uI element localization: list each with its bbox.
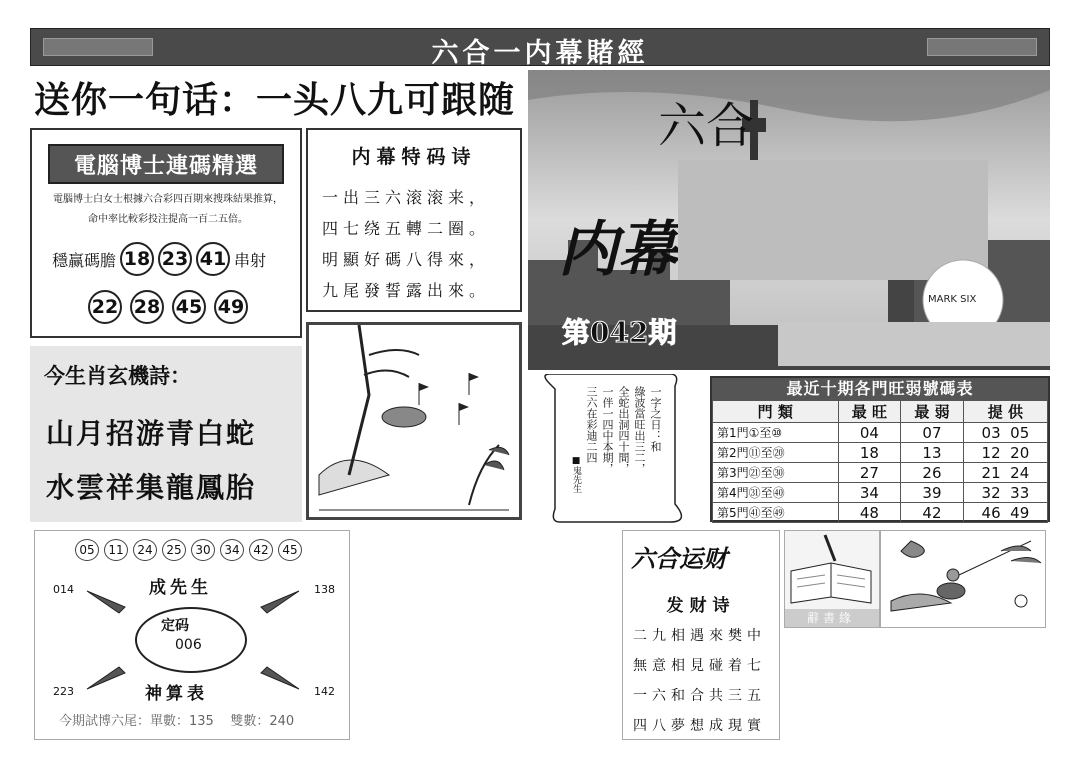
doctor-row2 bbox=[88, 290, 248, 324]
zodiac-poem-panel bbox=[30, 346, 302, 522]
wealth-title: 发财诗 bbox=[666, 596, 736, 616]
door-range: ㊶至㊾ bbox=[748, 506, 785, 520]
doctor-description: 電腦博士白女士根據六合彩四百期來搜珠結果推算，命中率比較彩投注提高一百二五倍。 bbox=[53, 194, 283, 225]
hot-cell: 34 bbox=[838, 483, 901, 503]
number-ball: 42 bbox=[249, 539, 273, 561]
city-skyline-image bbox=[528, 70, 1050, 370]
doctor-row1 bbox=[52, 242, 266, 276]
special-code-poem-panel bbox=[306, 128, 522, 312]
door-cell bbox=[713, 463, 839, 483]
zodiac-line: 山月招游青白蛇 bbox=[46, 417, 257, 450]
table-row bbox=[713, 463, 1048, 483]
number-ball: 41 bbox=[196, 242, 230, 276]
corner-number: 014 bbox=[53, 583, 74, 596]
cover-photo bbox=[528, 70, 1050, 370]
door-label: 第4門 bbox=[717, 486, 749, 500]
offer-cell: 32 33 bbox=[963, 483, 1047, 503]
number-ball: 49 bbox=[214, 290, 248, 324]
number-ball: 11 bbox=[104, 539, 128, 561]
table-header-row bbox=[713, 401, 1048, 423]
header-right-decoration bbox=[927, 38, 1037, 56]
fisherman-image bbox=[881, 531, 1045, 627]
hot-cell: 18 bbox=[838, 443, 901, 463]
corner-number: 142 bbox=[314, 685, 335, 698]
photo-sub-text: 内幕 bbox=[558, 215, 678, 285]
number-ball: 45 bbox=[278, 539, 302, 561]
door-range: ㉑至㉚ bbox=[748, 466, 785, 480]
wealth-line: 二九相遇來樊中 bbox=[633, 628, 766, 644]
poem-line: 明顯好碼八得來， bbox=[322, 250, 491, 269]
door-cell bbox=[713, 483, 839, 503]
scroll-signature: ■鬼先生 bbox=[571, 456, 581, 493]
header-bar bbox=[30, 28, 1050, 69]
column-header: 提 供 bbox=[963, 401, 1047, 423]
cold-cell: 07 bbox=[901, 423, 964, 443]
column-header: 最 弱 bbox=[901, 401, 964, 423]
hot-cell: 04 bbox=[838, 423, 901, 443]
doctor-title: 電腦博士連碼精選 bbox=[48, 144, 284, 184]
scroll-panel bbox=[530, 374, 702, 524]
corner-number: 223 bbox=[53, 685, 74, 698]
cold-cell: 42 bbox=[901, 503, 964, 523]
column-header: 最 旺 bbox=[838, 401, 901, 423]
number-ball: 18 bbox=[120, 242, 154, 276]
offer-cell: 03 05 bbox=[963, 423, 1047, 443]
blur-overlay bbox=[678, 160, 988, 280]
hot-cell: 48 bbox=[838, 503, 901, 523]
poem-line: 九尾發誓露出來。 bbox=[322, 281, 491, 300]
zodiac-line: 水雲祥集龍鳳胎 bbox=[46, 471, 257, 504]
book-illustration bbox=[784, 530, 880, 628]
scroll-column: 三六在彩迪二四 bbox=[585, 386, 598, 463]
number-ball: 22 bbox=[88, 290, 122, 324]
wealth-line: 無意相見碰着七 bbox=[633, 658, 766, 674]
mark-six-logo: MARK SIX bbox=[928, 294, 977, 305]
cold-cell: 26 bbox=[901, 463, 964, 483]
center-value: 006 bbox=[175, 637, 202, 653]
table-row bbox=[713, 503, 1048, 523]
number-ball: 30 bbox=[191, 539, 215, 561]
number-ball: 28 bbox=[130, 290, 164, 324]
door-range: ①至⑩ bbox=[748, 426, 783, 440]
poem-line: 四七绕五轉二圈。 bbox=[322, 219, 491, 238]
slogan: 送你一句话：一头八九可跟随 bbox=[34, 80, 516, 121]
scroll-column: 一伴一四中本期， bbox=[601, 386, 614, 474]
table-row bbox=[713, 423, 1048, 443]
column-header: 門 類 bbox=[713, 401, 839, 423]
wealth-line: 一六和合共三五 bbox=[633, 688, 766, 704]
blur-overlay bbox=[778, 322, 1050, 366]
door-range: ⑪至⑳ bbox=[748, 446, 785, 460]
photo-big-text: 六合 bbox=[658, 98, 755, 154]
door-cell bbox=[713, 503, 839, 523]
number-ball: 45 bbox=[172, 290, 206, 324]
cold-cell: 13 bbox=[901, 443, 964, 463]
door-cell bbox=[713, 423, 839, 443]
cold-cell: 39 bbox=[901, 483, 964, 503]
table-row bbox=[713, 443, 1048, 463]
number-ball: 23 bbox=[158, 242, 192, 276]
divination-chart-panel bbox=[34, 530, 350, 740]
page-title: 六合一内幕賭經 bbox=[431, 38, 649, 69]
top-label: 成先生 bbox=[149, 578, 212, 598]
poem-lines bbox=[322, 182, 490, 306]
bottom-label: 神算表 bbox=[145, 684, 208, 704]
table-row bbox=[713, 483, 1048, 503]
table-title: 最近十期各門旺弱號碼表 bbox=[712, 378, 1048, 400]
number-ball: 24 bbox=[133, 539, 157, 561]
wealth-logo: 六合运财 bbox=[631, 545, 727, 573]
number-ball: 25 bbox=[162, 539, 186, 561]
door-label: 第5門 bbox=[717, 506, 749, 520]
door-hot-cold-table bbox=[710, 376, 1050, 522]
book-caption: 辭書緣 bbox=[807, 611, 856, 625]
door-label: 第1門 bbox=[717, 426, 749, 440]
footer-text: 今期試博六尾：單數：135 雙數：240 bbox=[59, 714, 295, 729]
landscape-image bbox=[309, 325, 519, 517]
offer-cell: 12 20 bbox=[963, 443, 1047, 463]
doctor-label1: 穩赢碼膽 bbox=[52, 250, 117, 270]
center-label: 定码 bbox=[161, 618, 189, 634]
computer-doctor-panel bbox=[30, 128, 302, 338]
poem-title: 内幕特码诗 bbox=[351, 146, 477, 168]
door-cell bbox=[713, 443, 839, 463]
wealth-poem-panel bbox=[622, 530, 780, 740]
scroll-column: 一字之日：和 bbox=[649, 386, 662, 452]
door-label: 第3門 bbox=[717, 466, 749, 480]
poem-line: 一出三六滚滚来， bbox=[322, 188, 491, 207]
scroll-column: 綠波當旺出三二， bbox=[633, 386, 646, 474]
number-ball: 05 bbox=[75, 539, 99, 561]
hot-cell: 27 bbox=[838, 463, 901, 483]
fisherman-illustration bbox=[880, 530, 1046, 628]
issue-number: 第042期 bbox=[562, 316, 677, 349]
door-range: ㉛至㊵ bbox=[748, 486, 785, 500]
corner-number: 138 bbox=[314, 583, 335, 596]
offer-cell: 46 49 bbox=[963, 503, 1047, 523]
wealth-line: 四八夢想成現實 bbox=[633, 718, 766, 734]
number-ball: 34 bbox=[220, 539, 244, 561]
scroll-text bbox=[570, 386, 662, 493]
doctor-label2: 串射 bbox=[234, 250, 267, 270]
fable-illustration bbox=[306, 322, 522, 520]
zodiac-title: 今生肖玄機詩： bbox=[44, 364, 191, 388]
offer-cell: 21 24 bbox=[963, 463, 1047, 483]
data-table bbox=[712, 400, 1048, 523]
door-label: 第2門 bbox=[717, 446, 749, 460]
scroll-column: 全蛇出洞四十間， bbox=[617, 386, 630, 474]
